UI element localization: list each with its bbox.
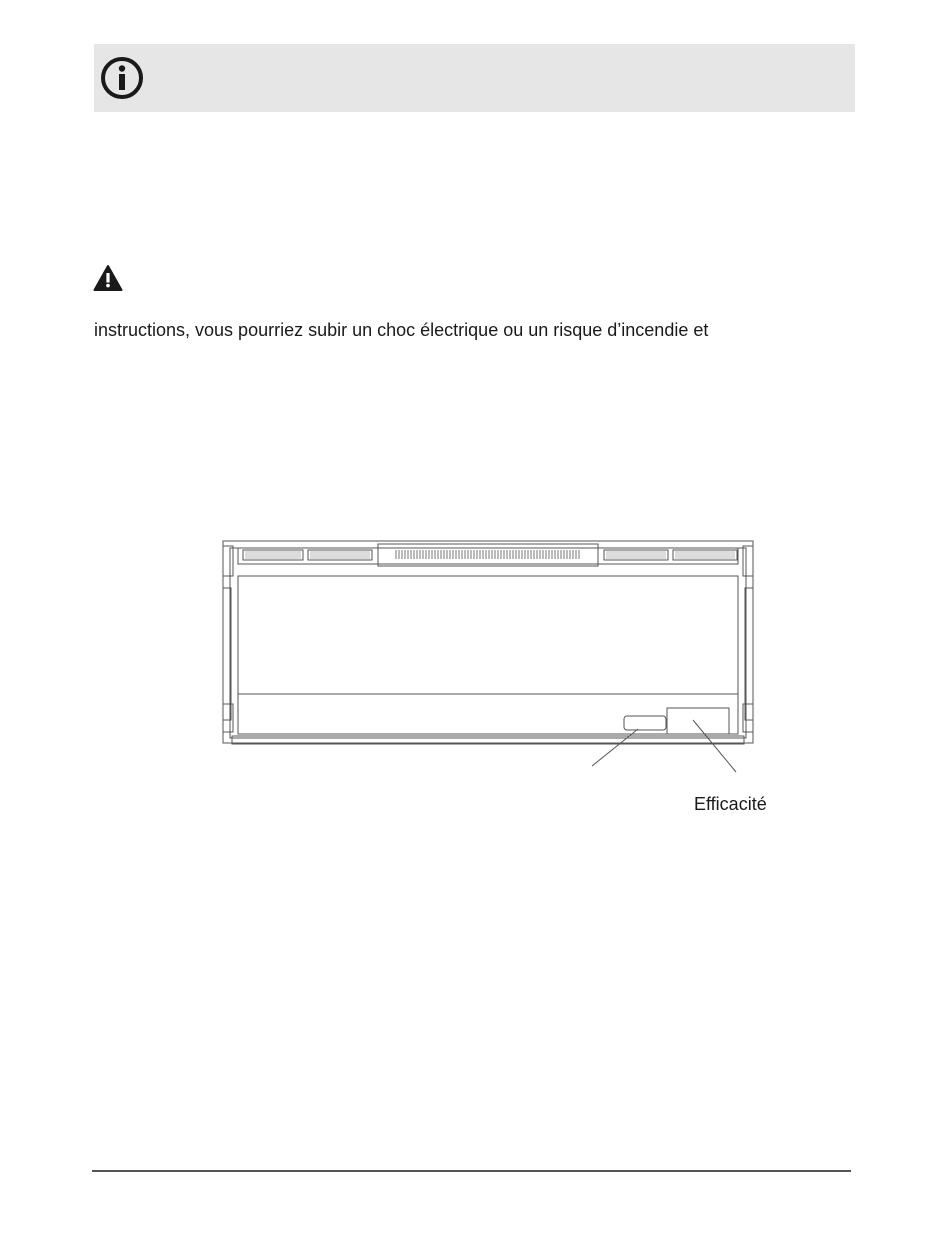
left-vent-a xyxy=(243,550,303,560)
appliance-front-diagram xyxy=(218,536,758,776)
right-upper-bracket xyxy=(743,546,753,576)
leader-line-2 xyxy=(693,720,736,772)
small-label-plate xyxy=(624,716,666,730)
right-vent-b xyxy=(673,550,737,560)
info-banner xyxy=(94,44,855,112)
info-circle-icon xyxy=(100,56,144,100)
left-upper-bracket xyxy=(223,546,233,576)
warning-triangle-icon xyxy=(93,264,123,292)
leader-line-1 xyxy=(592,729,638,766)
outer-frame xyxy=(223,541,753,743)
footer-divider xyxy=(92,1170,851,1172)
safety-instruction-text: instructions, vous pourriez subir un choc électrique ou un risque d’incendie et xyxy=(94,320,709,340)
efficiency-callout-label: Efficacité xyxy=(694,794,767,814)
lower-trim xyxy=(238,694,738,734)
glass-panel xyxy=(238,576,738,694)
left-vent-b xyxy=(308,550,372,560)
right-vent-a xyxy=(604,550,668,560)
efficiency-label-plate xyxy=(667,708,729,734)
